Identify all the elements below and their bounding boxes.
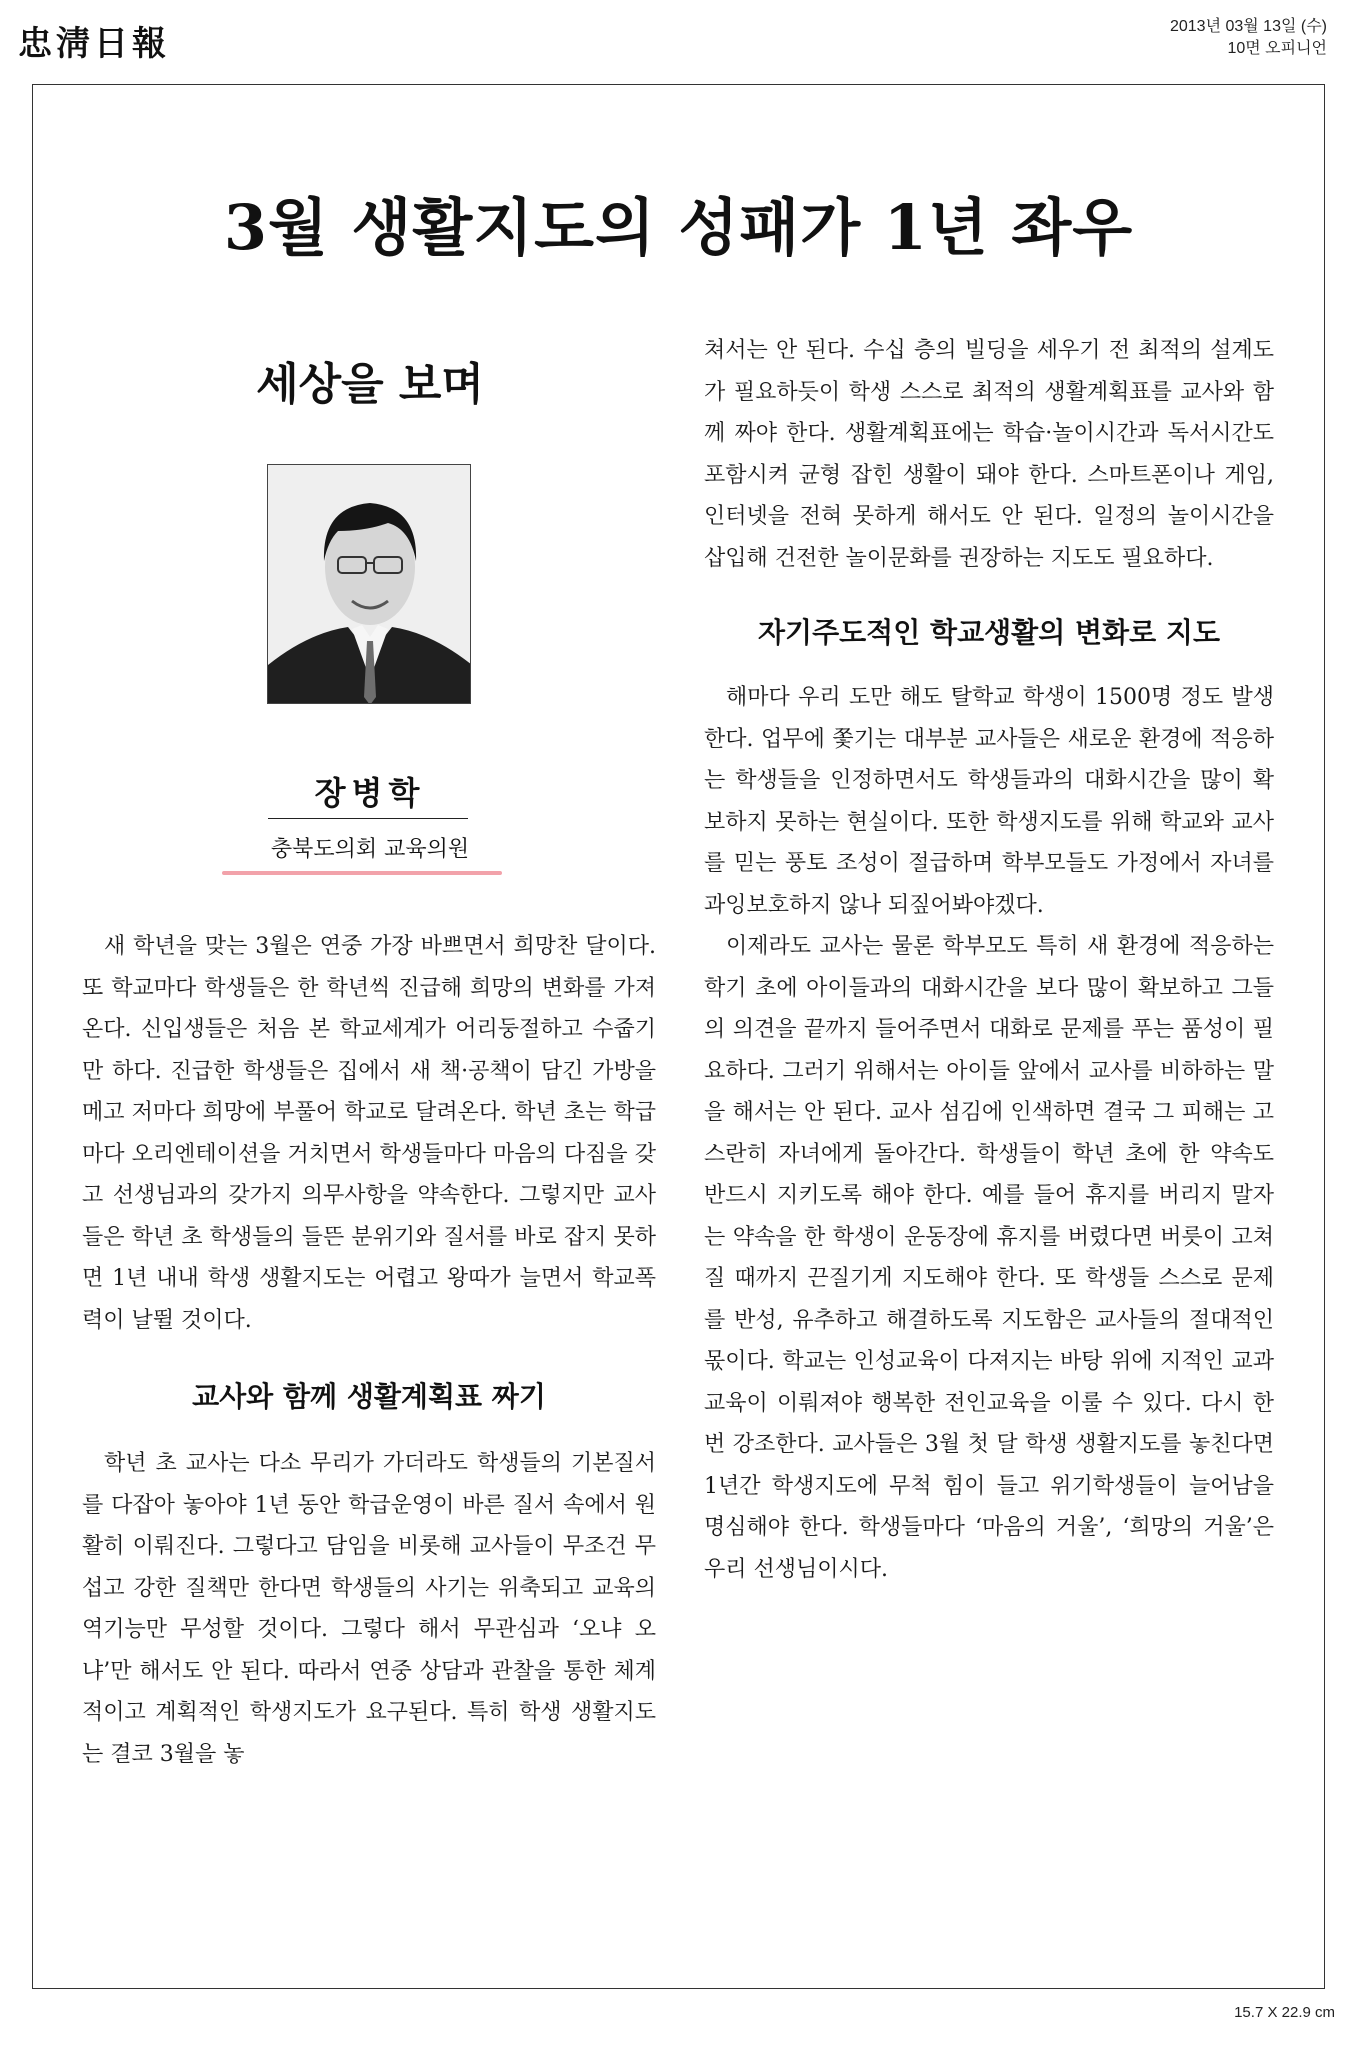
newspaper-masthead: 忠淸日報 <box>18 24 170 64</box>
left-paragraph: 새 학년을 맞는 3월은 연중 가장 바쁘면서 희망찬 달이다. 또 학교마다 학생들은 한 학년씩 진급해 희망의 변화를 가져온다. 신입생들은 처음 본 학교세계가 어리둥절하고 수줍기만 하다. 진급한 학생들은 집에서 새 책·공책이 담긴 가방을 메고 저마다 희망에 부풀어 학교로 달려온다. 학년 초는 학급마다 오리엔테이션을 거치면서 학생들마다 마음의 다짐을 갖고 선생님과의 갖가지 의무사항을 약속한다. 그렇지만 교사들은 학년 초 학생들의 들뜬 분위기와 질서를 바로 잡지 못하면 1년 내내 학생 생활지도는 어렵고 왕따가 늘면서 학교폭력이 날뛸 것이다. <box>82 934 656 1333</box>
page-info: 10면 오피니언 <box>1227 40 1327 57</box>
right-column <box>704 330 1274 1590</box>
subhead-self-directed: 자기주도적인 학교생활의 변화로 지도 <box>757 616 1220 649</box>
author-name: 장병학 <box>314 774 426 812</box>
subhead-planning: 교사와 함께 생활계획표 짜기 <box>192 1380 546 1413</box>
author-title: 충북도의회 교육의원 <box>270 837 470 862</box>
right-paragraph: 해마다 우리 도만 해도 탈학교 학생이 1500명 정도 발생한다. 업무에 쫓기는 대부분 교사들은 새로운 환경에 적응하는 학생들을 인정하면서도 학생들과의 대화시간을 많이 확보하지 못하는 현실이다. 또한 학생지도를 위해 학교와 교사를 믿는 풍토 조성이 절급하며 학부모들도 가정에서 자녀를 과잉보호하지 않나 되짚어봐야겠다. <box>704 685 1274 918</box>
right-paragraph: 쳐서는 안 된다. 수십 층의 빌딩을 세우기 전 최적의 설계도가 필요하듯이 학생 스스로 최적의 생활계획표를 교사와 함께 짜야 한다. 생활계획표에는 학습·놀이시간과 독서시간도 포함시켜 균형 잡힌 생활이 돼야 한다. 스마트폰이나 게임, 인터넷을 전혀 못하게 해서도 안 된다. 일정의 놀이시간을 삽입해 건전한 놀이문화를 권장하는 지도도 필요하다. <box>704 338 1274 571</box>
publication-date: 2013년 03월 13일 (수) <box>1169 18 1327 35</box>
article-headline: 3월 생활지도의 성패가 1년 좌우 <box>223 191 1134 264</box>
author-title-highlight <box>222 871 502 875</box>
right-paragraph: 이제라도 교사는 물론 학부모도 특히 새 환경에 적응하는 학기 초에 아이들과의 대화시간을 보다 많이 확보하고 그들의 의견을 끝까지 들어주면서 대화로 문제를 푸는 품성이 필요하다. 그러기 위해서는 아이들 앞에서 교사를 비하하는 말을 해서는 안 된다. 교사 섬김에 인색하면 결국 그 피해는 고스란히 자녀에게 돌아간다. 학생들이 학년 초에 한 약속도 반드시 지키도록 해야 한다. 예를 들어 휴지를 버리지 말자는 약속을 한 학생이 운동장에 휴지를 버렸다면 버릇이 고쳐질 때까지 끈질기게 지도해야 한다. 또 학생들 스스로 문제를 반성, 유추하고 해결하도록 지도함은 교사들의 절대적인 몫이다. 학교는 인성교육이 다져지는 바탕 위에 지적인 교과교육이 이뤄져야 행복한 전인교육을 이룰 수 있다. 다시 한 번 강조한다. 교사들은 3월 첫 달 학생 생활지도를 놓친다면 1년간 학생지도에 무척 힘이 들고 위기학생들이 늘어남을 명심해야 한다. 학생들마다 ‘마음의 거울’, ‘희망의 거울’은 우리 선생님이시다. <box>704 934 1274 1582</box>
left-paragraph: 학년 초 교사는 다소 무리가 가더라도 학생들의 기본질서를 다잡아 놓아야 1년 동안 학급운영이 바른 질서 속에서 원활히 이뤄진다. 그렇다고 담임을 비롯해 교사들이 무조건 무섭고 강한 질책만 한다면 학생들의 사기는 위축되고 교육의 역기능만 무성할 것이다. 그렇다 해서 무관심과 ‘오냐 오냐’만 해서도 안 된다. 따라서 연중 상담과 관찰을 통한 체계적이고 계획적인 학생지도가 요구된다. 특히 학생 생활지도는 결코 3월을 놓 <box>82 1451 656 1767</box>
date-block <box>1170 16 1327 60</box>
column-title: 세상을 보며 <box>256 359 484 410</box>
author-divider <box>268 818 468 819</box>
author-photo <box>267 464 471 704</box>
article-size-note: 15.7 X 22.9 cm <box>1234 2004 1335 2021</box>
author-portrait-icon <box>268 465 471 704</box>
left-column <box>82 926 656 1775</box>
